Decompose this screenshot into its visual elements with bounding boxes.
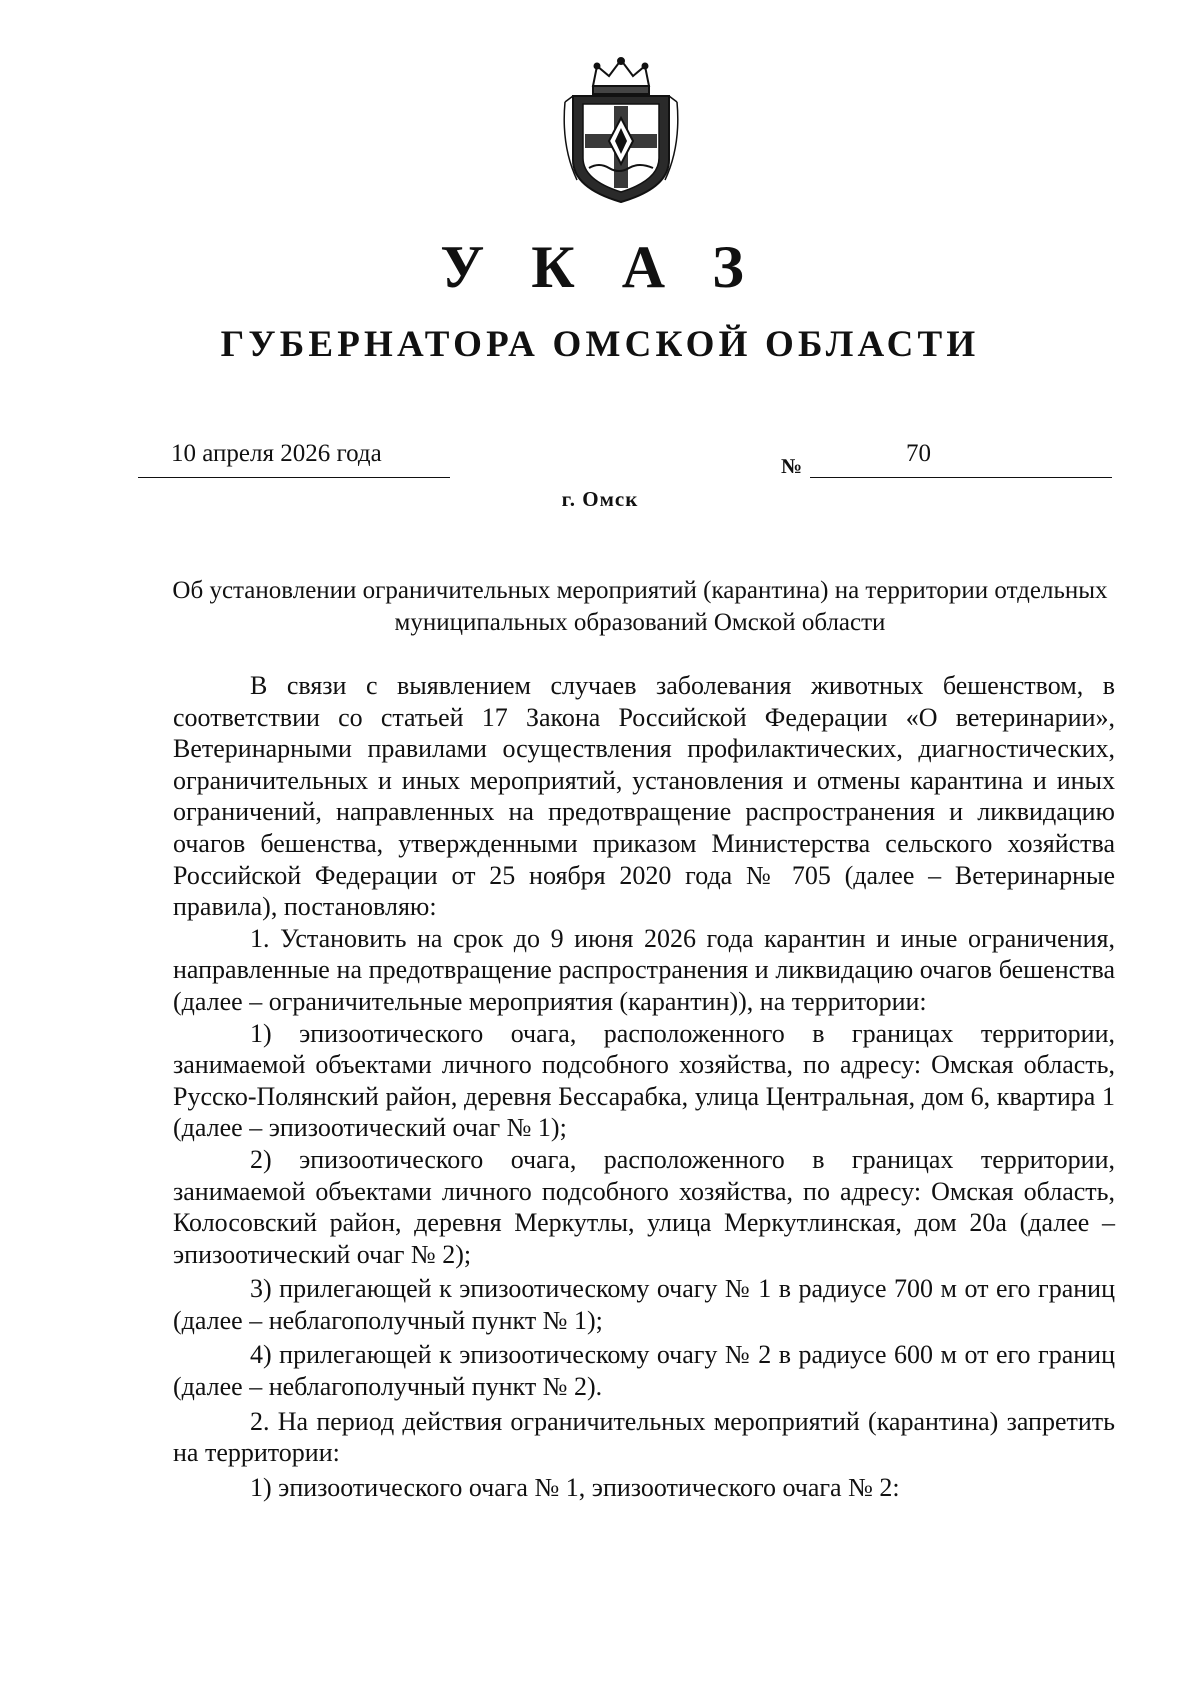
clause-2-item-1: 1) эпизоотического очага № 1, эпизоотического очага № 2: [250,1472,900,1502]
decree-subject: Об установлении ограничительных мероприятий (карантина) на территории отдельных муниципальных образований Омской области [172,577,1108,636]
decree-date-field [138,437,450,478]
decree-title: У К А З [440,234,760,300]
decree-issuer: ГУБЕРНАТОРА ОМСКОЙ ОБЛАСТИ [220,324,980,365]
clause-1-item-1: 1) эпизоотического очага, расположенного в границах территории, занимаемой объектами личного подсобного хозяйства, по адресу: Омская область, Русско-Полянский район, деревня Бессарабка, улица Центральная, дом 6, квартира 1 (далее – эпизоотический очаг № 1); [173,1018,1115,1143]
city-of-issue: г. Омск [561,487,639,511]
clause-1-item-3: 3) прилегающей к эпизоотическому очагу № 1 в радиусе 700 м от его границ (далее – неблагополучный пункт № 1); [173,1274,1115,1335]
decree-body [173,670,1115,1503]
clause-1: 1. Установить на срок до 9 июня 2026 года карантин и иные ограничения, направленные на предотвращение распространения и ликвидацию очагов бешенства (далее – ограничительные мероприятия (карантин)), на территории: [173,923,1115,1016]
coat-of-arms-emblem [559,56,683,204]
preamble-paragraph: В связи с выявлением случаев заболевания животных бешенством, в соответствии со статьей 17 Закона Российской Федерации «О ветеринарии», Ветеринарными правилами осуществления профилактических, диагностических, ограничительных и иных мероприятий, установления и отмены карантина и иных ограничений, направленных на предотвращение распространения и ликвидацию очагов бешенства, утвержденными приказом Министерства сельского хозяйства Российской Федерации от 25 ноября 2020 года № 705 (далее – Ветеринарные правила), постановляю: [173,671,1115,922]
clause-1-item-4: 4) прилегающей к эпизоотическому очагу № 2 в радиусе 600 м от его границ (далее – неблагополучный пункт № 2). [173,1340,1115,1402]
number-sign: № [781,454,803,478]
clause-2: 2. На период действия ограничительных мероприятий (карантина) запретить на территории: [173,1406,1115,1468]
decree-number: 70 [906,440,931,467]
decree-date: 10 апреля 2026 года [171,440,382,467]
clause-1-item-2: 2) эпизоотического очага, расположенного в границах территории, занимаемой объектами личного подсобного хозяйства, по адресу: Омская область, Колосовский район, деревня Меркутлы, улица Меркутлинская, дом 20а (далее – эпизоотический очаг № 2); [173,1144,1115,1269]
decree-number-field [810,437,1112,478]
